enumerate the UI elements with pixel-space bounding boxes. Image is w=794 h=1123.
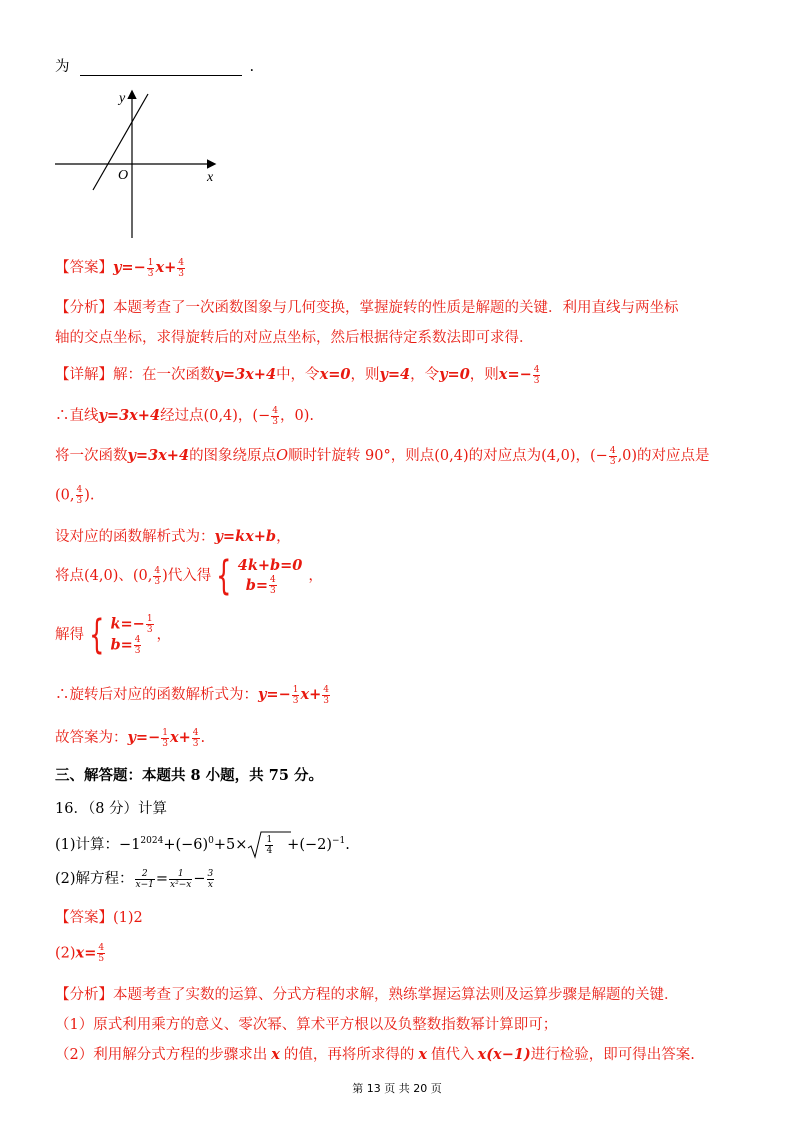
fraction: $\frac{4}{3}$ — [178, 257, 184, 279]
coordinate-graph — [50, 86, 230, 246]
answer-16-line1: 【答案】(1)2 — [55, 910, 143, 926]
question-16-part1: (1)计算：$-1^{2024}+(-6)^0+5\times$ $\frac{1}{4}$ $+(-2)^{-1}$. — [55, 830, 350, 860]
answer-tag: 【答案】 — [55, 910, 113, 926]
left-brace: { — [89, 612, 105, 658]
section-title: 三、解答题：本题共 8 小题，共 75 分。 — [55, 767, 323, 784]
fraction: $\frac{4}{5}$ — [98, 943, 105, 964]
analysis-tag: 【分析】 — [55, 300, 113, 316]
y-axis-label: y — [119, 91, 126, 106]
fraction: $\frac{1}{4}$ — [266, 834, 273, 856]
solution-system: k=− $\frac{1}{3}$ b= $\frac{4}{3}$ — [110, 614, 153, 656]
fraction: $\frac{4}{3}$ — [192, 727, 199, 749]
x-axis-label: x — [207, 170, 214, 185]
detail-15-line2: ∴直线y=3x+4经过点(0,4)，(− $\frac{4}{3}$ ，0). — [55, 405, 314, 427]
fraction: $\frac{4}{3}$ — [272, 405, 278, 427]
fraction: $\frac{4}{3}$ — [76, 485, 83, 506]
question-16-header: 16．（8 分）计算 — [55, 801, 168, 817]
answer-tag: 【答案】 — [55, 260, 113, 276]
fraction: $\frac{4}{3}$ — [154, 565, 161, 587]
detail-15-line8: ∴旋转后对应的函数解析式为：y=− $\frac{1}{3}$ x+ $\frac{4}{3}$ — [55, 684, 329, 706]
analysis-16-line3: （2）利用解分式方程的步骤求出 x 的值，再将所求得的 x 值代入 x(x−1)进行检验，即可得出答案. — [55, 1046, 695, 1063]
fraction: $\frac{4}{3}$ — [533, 364, 540, 386]
answer-blank — [80, 63, 242, 76]
detail-15-line6: 将点(4,0)、(0, $\frac{4}{3}$ )代入得 { 4k+b=0 b= $\frac{4}{3}$ ， — [55, 553, 323, 599]
fraction: $\frac{3}{x}$ — [207, 868, 214, 890]
analysis-15-line1 — [55, 296, 679, 317]
fill-prefix: 为 — [55, 59, 70, 75]
detail-15-line1: 【详解】解：在一次函数y=3x+4中，令x=0，则y=4，令y=0，则x=− $\frac{4}{3}$ — [55, 364, 540, 386]
analysis-15-line2: 轴的交点坐标，求得旋转后的对应点坐标，然后根据待定系数法即可求得． — [55, 330, 534, 346]
origin-label: O — [118, 168, 129, 183]
detail-15-line7: 解得 { k=− $\frac{1}{3}$ b= $\frac{4}{3}$ ， — [55, 612, 172, 658]
answer-15 — [55, 256, 186, 279]
fraction: $\frac{2}{x-1}$ — [135, 868, 154, 890]
fraction: $\frac{1}{3}$ — [292, 684, 299, 706]
equation-system: 4k+b=0 b= $\frac{4}{3}$ — [237, 557, 303, 596]
answer-16-line2: (2)x= $\frac{4}{5}$ — [55, 943, 105, 964]
detail-tag: 【详解】 — [55, 367, 113, 383]
analysis-tag: 【分析】 — [55, 987, 113, 1003]
question-16-part2: (2)解方程： $\frac{2}{x-1}$ = $\frac{1}{\text{x²−x}}$ − $\frac{3}{x}$ — [55, 868, 214, 890]
page-footer: 第 13 页 共 20 页 — [352, 1082, 442, 1095]
analysis-16-line1: 【分析】本题考查了实数的运算、分式方程的求解，熟练掌握运算法则及运算步骤是解题的关键． — [55, 987, 679, 1003]
left-brace: { — [216, 553, 232, 599]
analysis-text: 本题考查了一次函数图象与几何变换，掌握旋转的性质是解题的关键．利用直线与两坐标 — [113, 300, 679, 316]
fill-blank-line — [55, 55, 254, 76]
fraction: $\frac{4}{3}$ — [323, 684, 329, 706]
fraction: $\frac{1}{3}$ — [162, 727, 168, 749]
fraction: $\frac{4}{3}$ — [609, 445, 616, 467]
answer-mid: x+ — [155, 259, 177, 276]
detail-15-line9: 故答案为：y=− $\frac{1}{3}$ x+ $\frac{4}{3}$ . — [55, 727, 206, 749]
detail-15-line4: (0, $\frac{4}{3}$ ). — [55, 485, 95, 506]
fraction: $\frac{1}{\text{x²−x}}$ — [170, 868, 192, 890]
fraction: $\frac{1}{3}$ — [147, 257, 154, 279]
detail-15-line5: 设对应的函数解析式为：y=kx+b， — [55, 528, 291, 545]
fill-suffix: . — [249, 59, 255, 75]
analysis-16-line2: （1）原式利用乘方的意义、零次幂、算术平方根以及负整数指数幂计算即可； — [55, 1017, 558, 1033]
detail-15-line3: 将一次函数y=3x+4的图象绕原点O顺时针旋转 90°，则点(0,4)的对应点为(4,0)，(− $\frac{4}{3}$ ,0)的对应点是 — [55, 445, 710, 467]
answer-lhs: y=− — [113, 259, 146, 276]
